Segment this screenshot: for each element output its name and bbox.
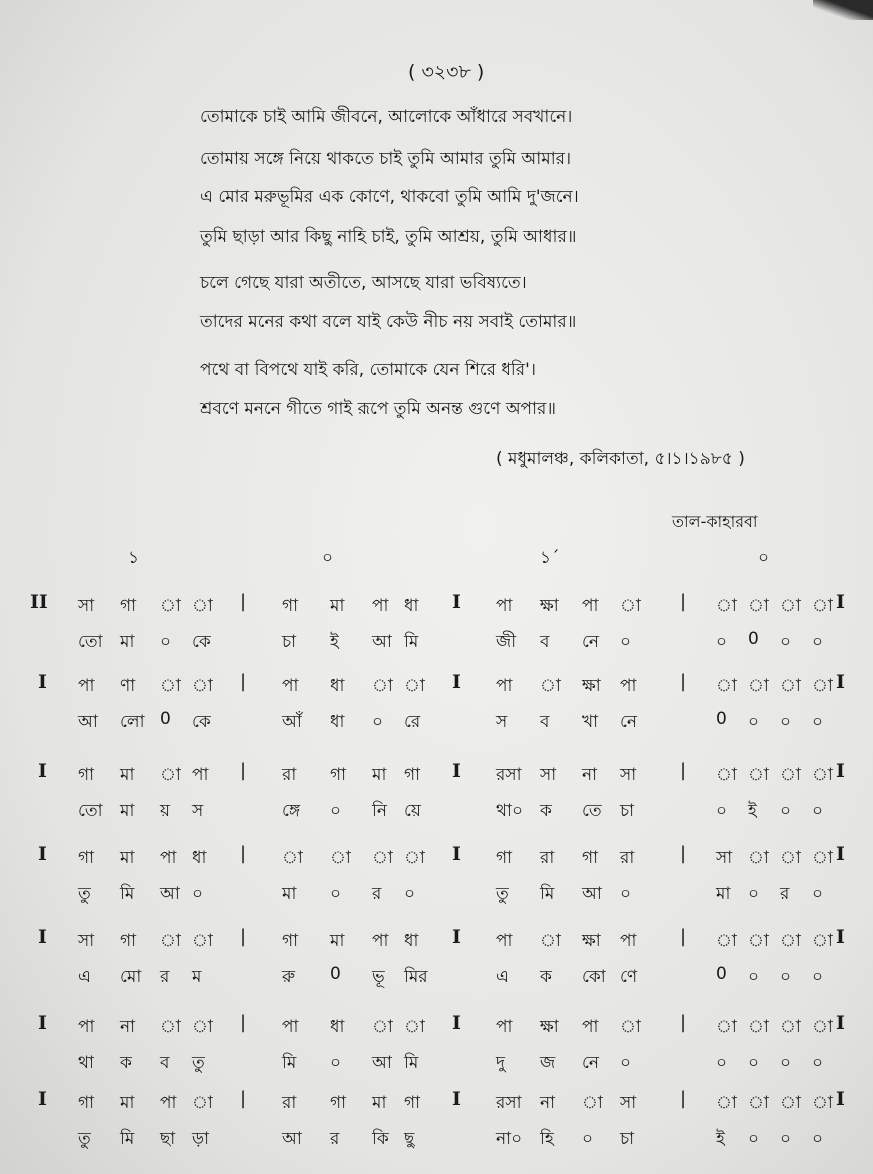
sahitya-syllable: ব — [540, 632, 550, 652]
swara-note: রা — [282, 1093, 297, 1113]
sahitya-syllable: ই — [748, 801, 757, 821]
swara-note: া — [780, 676, 801, 696]
swara-note: পা — [282, 1017, 299, 1037]
beat-divider: | — [240, 1012, 247, 1033]
swara-note: পা — [78, 1017, 95, 1037]
sahitya-syllable: আ — [78, 712, 98, 732]
sahitya-syllable: ০ — [780, 1129, 792, 1149]
bar-line-end: I — [836, 843, 845, 865]
bar-line-mid: I — [452, 591, 461, 613]
swara-note: ধা — [330, 676, 345, 696]
page-number: ( ৩২৩৮ ) — [408, 61, 485, 83]
swara-note: মা — [120, 765, 135, 785]
sahitya-syllable: ম — [192, 967, 202, 987]
beat-divider: | — [240, 843, 247, 864]
bar-line-start: I — [38, 1088, 47, 1110]
sahitya-syllable: ০ — [716, 801, 728, 821]
swara-note: া — [160, 596, 181, 616]
lyric-line: তুমি ছাড়া আর কিছু নাহি চাই, তুমি আশ্রয়, তুমি আধার॥ — [200, 227, 577, 247]
sahitya-syllable: ক — [540, 967, 552, 987]
swara-note: গা — [496, 848, 513, 868]
swara-note: পা — [496, 676, 513, 696]
swara-note: গা — [330, 765, 347, 785]
lyric-line: শ্রবণে মননে গীতে গাই রূপে তুমি অনন্ত গুণে অপার॥ — [200, 399, 556, 419]
swara-note: া — [812, 848, 833, 868]
sahitya-syllable: ০ — [330, 1053, 342, 1073]
swara-note: রসা — [496, 765, 522, 785]
sahitya-syllable: ক — [120, 1053, 132, 1073]
swara-note: রসা — [496, 1093, 522, 1113]
sahitya-syllable: ০ — [812, 712, 824, 732]
swara-note: সা — [620, 1093, 637, 1113]
sahitya-syllable: মি — [540, 884, 555, 904]
swara-note: া — [192, 1017, 213, 1037]
swara-note: মা — [372, 1093, 387, 1113]
sahitya-syllable: তে — [582, 801, 602, 821]
swara-note: মা — [120, 848, 135, 868]
sahitya-syllable: 0 — [716, 964, 727, 984]
swara-note: া — [812, 596, 833, 616]
sahitya-syllable: আ — [372, 632, 392, 652]
sahitya-syllable: র — [160, 967, 170, 987]
sahitya-syllable: থা — [78, 1053, 94, 1073]
swara-note: া — [160, 765, 181, 785]
sahitya-syllable: দু — [496, 1053, 505, 1073]
page-corner-shadow — [813, 0, 873, 20]
sahitya-syllable: হি — [540, 1129, 554, 1149]
sahitya-syllable: জ — [540, 1053, 556, 1073]
bar-line-start: I — [38, 843, 47, 865]
sahitya-syllable: জী — [496, 632, 517, 652]
sahitya-syllable: ০ — [716, 1053, 728, 1073]
swara-note: া — [160, 931, 181, 951]
bar-line-start: I — [38, 760, 47, 782]
swara-note: া — [812, 1093, 833, 1113]
bar-line-mid: I — [452, 671, 461, 693]
sahitya-syllable: ০ — [812, 801, 824, 821]
sahitya-syllable: তু — [78, 1129, 91, 1149]
sahitya-syllable: মি — [282, 1053, 297, 1073]
swara-note: া — [404, 848, 425, 868]
sahitya-syllable: মি — [120, 1129, 135, 1149]
swara-note: া — [192, 1093, 213, 1113]
swara-note: া — [582, 1093, 603, 1113]
sahitya-syllable: ০ — [812, 884, 824, 904]
sahitya-syllable: নি — [372, 801, 388, 821]
sahitya-syllable: ০ — [780, 801, 792, 821]
swara-note: া — [192, 596, 213, 616]
swara-note: গা — [78, 848, 95, 868]
swara-note: পা — [192, 765, 209, 785]
swara-note: ণা — [120, 676, 136, 696]
beat-mark: ০ — [322, 548, 334, 568]
swara-note: া — [748, 1017, 769, 1037]
beat-mark: ১ — [128, 548, 140, 568]
sahitya-syllable: নে — [582, 1053, 600, 1073]
beat-divider: | — [680, 1088, 687, 1109]
sahitya-syllable: ০ — [716, 632, 728, 652]
sahitya-syllable: ০ — [620, 884, 632, 904]
swara-note: ক্ষা — [540, 596, 559, 616]
composition-credit: ( মধুমালঞ্চ, কলিকাতা, ৫।১।১৯৮৫ ) — [496, 449, 745, 469]
swara-note: া — [282, 848, 303, 868]
sahitya-syllable: ০ — [748, 1129, 760, 1149]
bar-line-mid: I — [452, 1088, 461, 1110]
sahitya-syllable: ণে — [620, 967, 638, 987]
bar-line-end: I — [836, 671, 845, 693]
sahitya-syllable: আঁ — [282, 712, 302, 732]
beat-divider: | — [680, 671, 687, 692]
bar-line-end: I — [836, 926, 845, 948]
sahitya-syllable: কে — [192, 632, 211, 652]
swara-note: া — [540, 676, 561, 696]
swara-note: পা — [496, 931, 513, 951]
bar-line-end: I — [836, 1088, 845, 1110]
sahitya-syllable: ০ — [582, 1129, 594, 1149]
swara-note: গা — [78, 1093, 95, 1113]
sahitya-syllable: ধা — [330, 712, 345, 732]
beat-mark: ০ — [758, 548, 770, 568]
sahitya-syllable: নে — [582, 632, 600, 652]
sahitya-syllable: স — [192, 801, 204, 821]
swara-note: পা — [620, 931, 637, 951]
swara-note: ধা — [404, 931, 419, 951]
swara-note: া — [192, 931, 213, 951]
swara-note: া — [748, 596, 769, 616]
sahitya-syllable: ০ — [812, 1129, 824, 1149]
sahitya-syllable: খা — [582, 712, 599, 732]
sahitya-syllable: চা — [620, 1129, 635, 1149]
sahitya-syllable: ০ — [812, 1053, 824, 1073]
beat-divider: | — [240, 760, 247, 781]
sahitya-syllable: স — [496, 712, 508, 732]
sahitya-syllable: র — [780, 884, 790, 904]
sahitya-syllable: ছা — [160, 1129, 176, 1149]
sahitya-syllable: চা — [620, 801, 635, 821]
swara-note: া — [780, 931, 801, 951]
swara-note: সা — [78, 931, 95, 951]
swara-note: া — [780, 1017, 801, 1037]
swara-note: া — [330, 848, 351, 868]
swara-note: ধা — [404, 596, 419, 616]
sahitya-syllable: থা০ — [496, 801, 523, 821]
lyric-line: তাদের মনের কথা বলে যাই কেউ নীচ নয় সবাই তোমার॥ — [200, 312, 577, 332]
swara-note: গা — [120, 596, 137, 616]
sahitya-syllable: কে — [192, 712, 211, 732]
swara-note: পা — [496, 596, 513, 616]
lyric-line: এ মোর মরুভূমির এক কোণে, থাকবো তুমি আমি দু'জনে। — [200, 187, 579, 207]
swara-note: া — [372, 1017, 393, 1037]
sahitya-syllable: ০ — [748, 712, 760, 732]
swara-note: ধা — [192, 848, 207, 868]
sahitya-syllable: মি — [120, 884, 135, 904]
swara-note: া — [748, 931, 769, 951]
bar-line-end: I — [836, 760, 845, 782]
swara-note: পা — [372, 931, 389, 951]
sahitya-syllable: ০ — [780, 967, 792, 987]
sahitya-syllable: আ — [160, 884, 180, 904]
sahitya-syllable: ০ — [620, 632, 632, 652]
beat-divider: | — [680, 926, 687, 947]
sahitya-syllable: রু — [282, 967, 296, 987]
swara-note: গা — [404, 1093, 421, 1113]
sahitya-syllable: ০ — [330, 801, 342, 821]
swara-note: রা — [282, 765, 297, 785]
bar-line-mid: I — [452, 926, 461, 948]
sahitya-syllable: ভূ — [372, 967, 385, 987]
tal-label: তাল-কাহারবা — [672, 512, 758, 531]
swara-note: পা — [496, 1017, 513, 1037]
swara-note: পা — [160, 1093, 177, 1113]
sahitya-syllable: আ — [372, 1053, 392, 1073]
swara-note: গা — [78, 765, 95, 785]
sahitya-syllable: ০ — [748, 1053, 760, 1073]
sahitya-syllable: ০ — [812, 632, 824, 652]
beat-divider: | — [680, 843, 687, 864]
sahitya-syllable: ০ — [780, 712, 792, 732]
swara-note: পা — [78, 676, 95, 696]
swara-note: সা — [620, 765, 637, 785]
swara-note: রা — [540, 848, 555, 868]
swara-note: া — [780, 848, 801, 868]
swara-note: মা — [120, 1093, 135, 1113]
swara-note: া — [620, 1017, 641, 1037]
swara-note: া — [748, 848, 769, 868]
bar-line-mid: I — [452, 760, 461, 782]
swara-note: পা — [372, 596, 389, 616]
sahitya-syllable: ০ — [404, 884, 416, 904]
sahitya-syllable: ০ — [192, 884, 204, 904]
sahitya-syllable: চা — [282, 632, 297, 652]
swara-note: া — [780, 765, 801, 785]
swara-note: পা — [582, 1017, 599, 1037]
bar-line-end: I — [836, 591, 845, 613]
beat-divider: | — [680, 760, 687, 781]
sahitya-syllable: মা — [120, 801, 135, 821]
sahitya-syllable: ০ — [620, 1053, 632, 1073]
swara-note: গা — [120, 931, 137, 951]
sahitya-syllable: ছু — [404, 1129, 415, 1149]
beat-divider: | — [240, 591, 247, 612]
swara-note: সা — [716, 848, 733, 868]
beat-divider: | — [240, 671, 247, 692]
swara-note: া — [716, 1017, 737, 1037]
swara-note: মা — [372, 765, 387, 785]
sahitya-syllable: 0 — [748, 629, 759, 649]
swara-note: া — [160, 676, 181, 696]
swara-note: া — [716, 1093, 737, 1113]
sahitya-syllable: রে — [404, 712, 421, 732]
lyric-line: চলে গেছে যারা অতীতে, আসছে যারা ভবিষ্যতে। — [200, 273, 527, 293]
sahitya-syllable: ০ — [812, 967, 824, 987]
bar-line-start: I — [38, 671, 47, 693]
swara-note: গা — [404, 765, 421, 785]
sahitya-syllable: ০ — [748, 967, 760, 987]
sahitya-syllable: ০ — [330, 884, 342, 904]
swara-note: সা — [540, 765, 557, 785]
swara-note: া — [812, 676, 833, 696]
swara-note: া — [780, 596, 801, 616]
sahitya-syllable: তু — [496, 884, 509, 904]
sahitya-syllable: তু — [192, 1053, 205, 1073]
bar-line-end: I — [836, 1012, 845, 1034]
swara-note: া — [716, 765, 737, 785]
swara-note: না — [120, 1017, 136, 1037]
sahitya-syllable: ০ — [372, 712, 384, 732]
sahitya-syllable: র — [372, 884, 382, 904]
swara-note: গা — [282, 931, 299, 951]
bar-line-mid: I — [452, 1012, 461, 1034]
swara-note: া — [716, 596, 737, 616]
sahitya-syllable: ব — [160, 1053, 170, 1073]
sahitya-syllable: ০ — [780, 1053, 792, 1073]
swara-note: পা — [582, 596, 599, 616]
sahitya-syllable: কো — [582, 967, 606, 987]
sahitya-syllable: ০ — [748, 884, 760, 904]
swara-note: া — [372, 676, 393, 696]
sahitya-syllable: র — [330, 1129, 340, 1149]
lyric-line: পথে বা বিপথে যাই করি, তোমাকে যেন শিরে ধরি'। — [200, 360, 536, 380]
beat-divider: | — [680, 1012, 687, 1033]
swara-note: ক্ষা — [540, 1017, 559, 1037]
sahitya-syllable: মা — [716, 884, 731, 904]
swara-note: পা — [282, 676, 299, 696]
swara-note: া — [372, 848, 393, 868]
sahitya-syllable: এ — [496, 967, 509, 987]
sahitya-syllable: কি — [372, 1129, 389, 1149]
sahitya-syllable: ই — [330, 632, 339, 652]
swara-note: সা — [78, 596, 95, 616]
sahitya-syllable: য় — [160, 801, 171, 821]
sahitya-syllable: লো — [120, 712, 145, 732]
swara-note: গা — [330, 1093, 347, 1113]
sahitya-syllable: তো — [78, 801, 103, 821]
swara-note: া — [404, 676, 425, 696]
swara-note: া — [716, 931, 737, 951]
swara-note: পা — [620, 676, 637, 696]
swara-note: া — [620, 596, 641, 616]
sahitya-syllable: ই — [716, 1129, 725, 1149]
sahitya-syllable: ড়া — [192, 1129, 210, 1149]
swara-note: মা — [330, 596, 345, 616]
bar-line-start: II — [30, 591, 48, 613]
sahitya-syllable: নে — [620, 712, 638, 732]
swara-note: া — [748, 765, 769, 785]
sahitya-syllable: মো — [120, 967, 142, 987]
bar-line-mid: I — [452, 843, 461, 865]
swara-note: া — [716, 676, 737, 696]
swara-note: া — [812, 931, 833, 951]
swara-note: া — [812, 1017, 833, 1037]
bar-line-start: I — [38, 1012, 47, 1034]
beat-divider: | — [240, 926, 247, 947]
sahitya-syllable: আ — [582, 884, 602, 904]
swara-note: পা — [160, 848, 177, 868]
sahitya-syllable: মি — [404, 632, 419, 652]
lyric-line: তোমায় সঙ্গে নিয়ে থাকতে চাই তুমি আমার তুমি আমার। — [200, 149, 572, 169]
sahitya-syllable: ০ — [780, 632, 792, 652]
swara-note: া — [160, 1017, 181, 1037]
lyric-line: তোমাকে চাই আমি জীবনে, আলোকে আঁধারে সবখানে। — [200, 107, 573, 127]
swara-note: া — [404, 1017, 425, 1037]
sahitya-syllable: য়ে — [404, 801, 421, 821]
sahitya-syllable: ক — [540, 801, 552, 821]
sahitya-syllable: মা — [120, 632, 135, 652]
swara-note: রা — [620, 848, 635, 868]
sahitya-syllable: ০ — [160, 632, 172, 652]
swara-note: গা — [582, 848, 599, 868]
sahitya-syllable: মির — [404, 967, 428, 987]
swara-note: না — [540, 1093, 556, 1113]
sahitya-syllable: মি — [404, 1053, 419, 1073]
swara-note: না — [582, 765, 598, 785]
sahitya-syllable: 0 — [160, 709, 171, 729]
sahitya-syllable: তু — [78, 884, 91, 904]
swara-note: া — [192, 676, 213, 696]
sahitya-syllable: ব — [540, 712, 550, 732]
swara-note: া — [748, 1093, 769, 1113]
swara-note: ক্ষা — [582, 931, 601, 951]
sahitya-syllable: তো — [78, 632, 103, 652]
swara-note: ধা — [330, 1017, 345, 1037]
beat-divider: | — [240, 1088, 247, 1109]
beat-divider: | — [680, 591, 687, 612]
sahitya-syllable: না০ — [496, 1129, 523, 1149]
swara-note: া — [780, 1093, 801, 1113]
swara-note: া — [748, 676, 769, 696]
swara-note: ক্ষা — [582, 676, 601, 696]
sahitya-syllable: আ — [282, 1129, 302, 1149]
sahitya-syllable: মা — [282, 884, 297, 904]
swara-note: মা — [330, 931, 345, 951]
sahitya-syllable: ঙ্গে — [282, 801, 301, 821]
sahitya-syllable: 0 — [330, 964, 341, 984]
beat-mark: ১´ — [540, 548, 560, 568]
sahitya-syllable: 0 — [716, 709, 727, 729]
sahitya-syllable: এ — [78, 967, 91, 987]
bar-line-start: I — [38, 926, 47, 948]
swara-note: গা — [282, 596, 299, 616]
swara-note: া — [540, 931, 561, 951]
swara-note: া — [812, 765, 833, 785]
